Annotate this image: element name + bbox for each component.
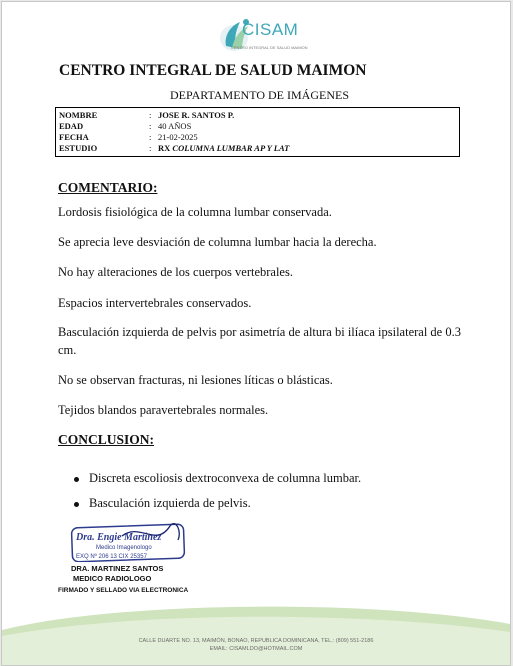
info-sep: :: [149, 143, 152, 153]
conclusion-item: [74, 496, 251, 511]
comment-paragraph: No hay alteraciones de los cuerpos vertebrales.: [58, 265, 293, 279]
footer-address: CALLE DUARTE NO. 13, MAIMÓN, BONAO, REPUBLICA DOMINICANA, TEL.: (809) 551-2186: [138, 638, 374, 644]
conclusion-item-text: Discreta escoliosis dextroconvexa de columna lumbar.: [89, 471, 362, 485]
signer-role: MEDICO RADIOLOGO: [73, 574, 152, 583]
signature-note: FIRMADO Y SELLADO VIA ELECTRONICA: [58, 587, 189, 594]
conclusion-heading: CONCLUSION:: [58, 432, 155, 447]
info-label: ESTUDIO: [59, 143, 98, 153]
comment-paragraph: Se aprecia leve desviación de columna lumbar hacia la derecha.: [58, 235, 377, 249]
page-title: CENTRO INTEGRAL DE SALUD MAIMON: [59, 62, 367, 79]
comment-paragraph: Tejidos blandos paravertebrales normales.: [58, 403, 269, 417]
info-label: NOMBRE: [59, 110, 98, 120]
comment-heading: COMENTARIO:: [58, 180, 158, 195]
report-page: [1, 1, 511, 666]
info-value-study: [158, 143, 289, 153]
footer-wave-icon: [2, 600, 510, 666]
comment-paragraph: No se observan fracturas, ni lesiones líticas o blásticas.: [58, 373, 333, 387]
signer-name: DRA. MARTINEZ SANTOS: [71, 564, 164, 573]
logo-subtext: CENTRO INTEGRAL DE SALUD MAIMON: [231, 45, 308, 50]
info-value-date: 21-02-2025: [158, 132, 198, 142]
conclusion-item-text: Basculación izquierda de pelvis.: [89, 496, 251, 510]
svg-text:EXQ Nº 206 13 CIX 25357: EXQ Nº 206 13 CIX 25357: [76, 554, 147, 560]
info-label: EDAD: [59, 121, 84, 131]
info-value-name: JOSE R. SANTOS P.: [158, 110, 235, 120]
comment-paragraph: Lordosis fisiológica de la columna lumbar conservada.: [58, 205, 332, 219]
conclusion-item: [74, 471, 361, 486]
patient-info-box: [55, 107, 460, 157]
study-prefix: RX: [158, 143, 171, 153]
svg-text:Dra. Engie Martinez: Dra. Engie Martinez: [76, 532, 162, 543]
info-sep: :: [149, 132, 152, 142]
logo-text: CISAM: [242, 20, 299, 39]
info-sep: :: [149, 110, 152, 120]
department-title: DEPARTAMENTO DE IMÁGENES: [170, 88, 349, 102]
footer-email[interactable]: EMAIL: CISAMLDO@HOTMAIL.COM: [209, 646, 303, 652]
info-value-age: 40 AÑOS: [158, 121, 192, 131]
svg-text:Medico Imagenologo: Medico Imagenologo: [96, 545, 152, 551]
info-sep: :: [149, 121, 152, 131]
signature-stamp-icon: [70, 518, 187, 562]
comment-paragraph: Basculación izquierda de pelvis por asimetría de altura bi ilíaca ipsilateral de 0.3 cm.: [58, 325, 461, 357]
comment-paragraph: Espacios intervertebrales conservados.: [58, 296, 252, 310]
study-name: COLUMNA LUMBAR AP Y LAT: [172, 143, 290, 153]
info-label: FECHA: [59, 132, 89, 142]
